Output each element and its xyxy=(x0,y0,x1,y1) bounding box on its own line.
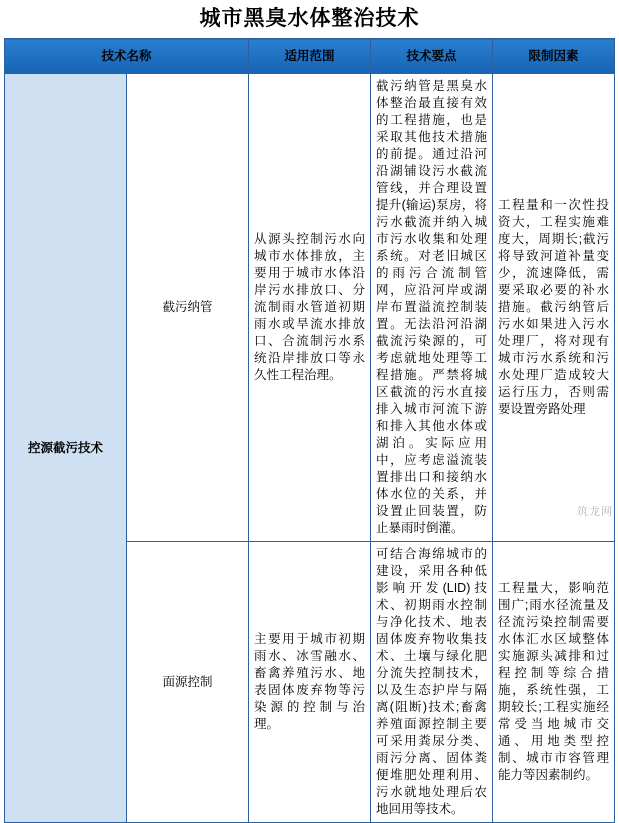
row-limits: 工程量大，影响范围广;雨水径流量及径流污染控制需要水体汇水区域整体实施源头减排和过程控制等综合措施，系统性强，工期较长;工程实施经常受当地城市交通、用地类型控制、城市市容管理能力等因素制约。 xyxy=(493,542,615,823)
row-subcategory: 面源控制 xyxy=(127,542,249,823)
column-header-points: 技术要点 xyxy=(371,39,493,74)
table-row xyxy=(5,74,615,542)
row-scope: 从源头控制污水向城市水体排放，主要用于城市水体沿岸污水排放口、分流制雨水管道初期雨水或旱流水排放口、合流制污水系统沿岸排放口等永久性工程治理。 xyxy=(249,74,371,542)
table-body xyxy=(5,74,615,823)
column-header-name: 技术名称 xyxy=(5,39,249,74)
table-header-row xyxy=(5,39,615,74)
row-subcategory: 截污纳管 xyxy=(127,74,249,542)
row-points: 可结合海绵城市的建设，采用各种低影响开发(LID)技术、初期雨水控制与净化技术、地表固体废弃物收集技术、土壤与绿化肥分流失控制技术，以及生态护岸与隔离(阻断)技术;畜禽养殖面源控制主要可采用粪尿分类、雨污分离、固体粪便堆肥处理利用、污水就地处理后农地回用等技术。 xyxy=(371,542,493,823)
page-title: 城市黑臭水体整治技术 xyxy=(199,7,420,30)
row-limits: 工程量和一次性投资大，工程实施难度大，周期长;截污将导致河道补量变少，流速降低，需要采取必要的补水措施。截污纳管后污水如果进入污水处理厂，将对现有城市污水系统和污水处理厂造成较大运行压力，否则需要设置旁路处理 xyxy=(493,74,615,542)
row-scope: 主要用于城市初期雨水、冰雪融水、畜禽养殖污水、地表固体废弃物等污染源的控制与治理。 xyxy=(249,542,371,823)
row-category: 控源截污技术 xyxy=(5,74,127,823)
column-header-limits: 限制因素 xyxy=(493,39,615,74)
table-header xyxy=(5,39,615,74)
watermark: 筑龙网 xyxy=(577,506,613,518)
column-header-scope: 适用范围 xyxy=(249,39,371,74)
technology-table xyxy=(4,38,615,823)
row-points: 截污纳管是黑臭水体整治最直接有效的工程措施，也是采取其他技术措施的前提。通过沿河沿湖铺设污水截流管线，并合理设置提升(输运)泵房，将污水截流并纳入城市污水收集和处理系统。对老旧城区的雨污合流制管网，应沿河岸或湖岸布置溢流控制装置。无法沿河沿湖截流污染源的，可考虑就地处理等工程措施。严禁将城区截流的污水直接排入城市河流下游和排入其他水体或湖泊。实际应用中，应考虑溢流装置排出口和接纳水体水位的关系，并设置止回装置，防止暴雨时倒灌。 xyxy=(371,74,493,542)
